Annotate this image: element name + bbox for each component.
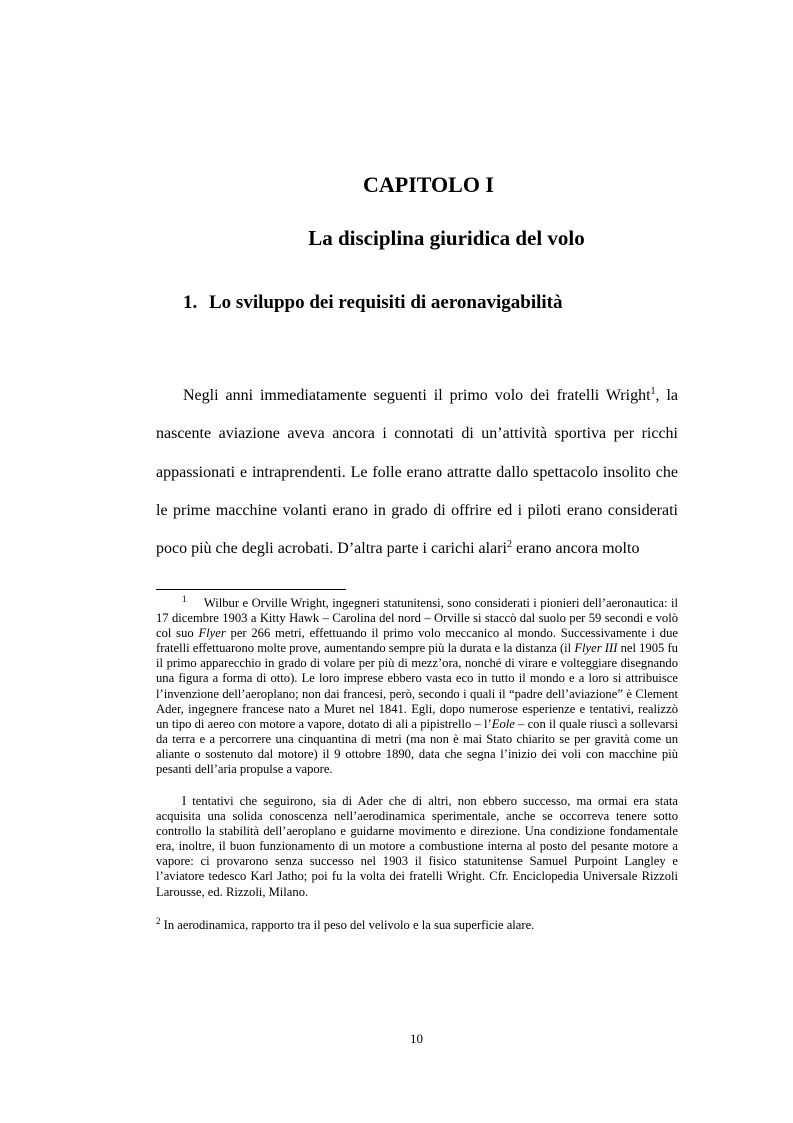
footnote-italic: Flyer III [574,641,618,656]
footnote-1-marker: 1 [182,594,187,604]
footnote-2-text: In aerodinamica, rapporto tra il peso del velivolo e la sua superficie alare. [160,918,535,932]
footnote-italic: Flyer [198,626,226,641]
page-number: 10 [410,1031,423,1046]
body-text-part: Negli anni immediatamente seguenti il primo volo dei fratelli Wright [183,387,651,404]
footnote-1-paragraph-2: I tentativi che seguirono, sia di Ader che di altri, non ebbero successo, ma ormai era stata acquisita una solida conoscenza nell’aerodinamica sperimentale, anche se occorreva tenere sotto controllo la stabilità dell’aeroplano e guidarne movimento e direzione. Una condizione fondamentale era, inoltre, il buon funzionamento di un motore a combustione interna al posto del pesante motore a vapore: ci provarono senza successo nel 1903 il fisico statunitense Samuel Purpoint Langley e l’aviatore tedesco Karl Jatho; poi fu la volta dei fratelli Wright. Cfr. Enciclopedia Universale Rizzoli Larousse, ed. Rizzoli, Milano. [156,794,678,899]
footnote-ref-1[interactable]: 1 [650,386,656,397]
footnote-separator [156,589,346,590]
footnote-text: Wilbur e Orville Wright, ingegneri statunitensi, sono considerati i pionieri dell’aeronautica: il 17 dicembre 1903 a Kitty Hawk – Carolina del nord – Orville si staccò dal suolo per 59 secondi e volò col suo [156,596,678,641]
footnote-text: nel 1905 fu il primo apparecchio in grado di volare per più di mezz’ora, nonché di virare e volteggiare disegnando una figura a forma di otto). Le loro imprese ebbero vasta eco in tutto il mondo e a loro si attribuisce l’invenzione dell’aeroplano; non dai francesi, però, secondo i quali il “padre dell’aviazione” è Clement Ader, ingegnere francese nato a Muret nel 1841. Egli, dopo numerose esperienze e tentativi, realizzò un tipo di aereo con motore a vapore, dotato di ali a pipistrello – l’ [156,641,678,731]
chapter-heading: CAPITOLO I [362,172,494,197]
footnote-1-paragraph-1 [156,596,678,777]
body-paragraph [156,377,678,568]
footnote-2 [156,918,678,933]
footnote-2-marker: 2 [156,916,161,926]
section-heading [183,292,563,314]
section-title: Lo sviluppo dei requisiti di aeronavigabilità [209,292,563,313]
chapter-title: La disciplina giuridica del volo [308,226,585,250]
footnote-text: – con il quale riuscì a sollevarsi da terra e a percorrere una cinquantina di metri (ma non è mai Stato chiarito se per gravità come un aliante o sostenuto dal motore) il 9 ottobre 1890, data che segna l’inizio dei voli con macchine più pesanti dell’aria propulse a vapore. [156,716,678,777]
footnote-text: per 266 metri, effettuando il primo volo meccanico al mondo. Successivamente i due fratelli effettuarono molte prove, aumentando sempre più la durata e la distanza (il [156,626,678,656]
footnote-italic: Eole [491,716,515,731]
body-text-part: erano ancora molto [511,540,640,558]
section-number: 1. [183,292,198,313]
footnote-ref-2[interactable]: 2 [506,539,512,551]
body-text-part: , la nascente aviazione aveva ancora i connotati di un’attività sportiva per ricchi appassionati e intraprendenti. Le folle erano attratte dallo spettacolo insolito che le prime macchine volanti erano in grado di offrire ed i piloti erano considerati poco più che degli acrobati. D’altra parte i carichi alari [156,387,679,558]
